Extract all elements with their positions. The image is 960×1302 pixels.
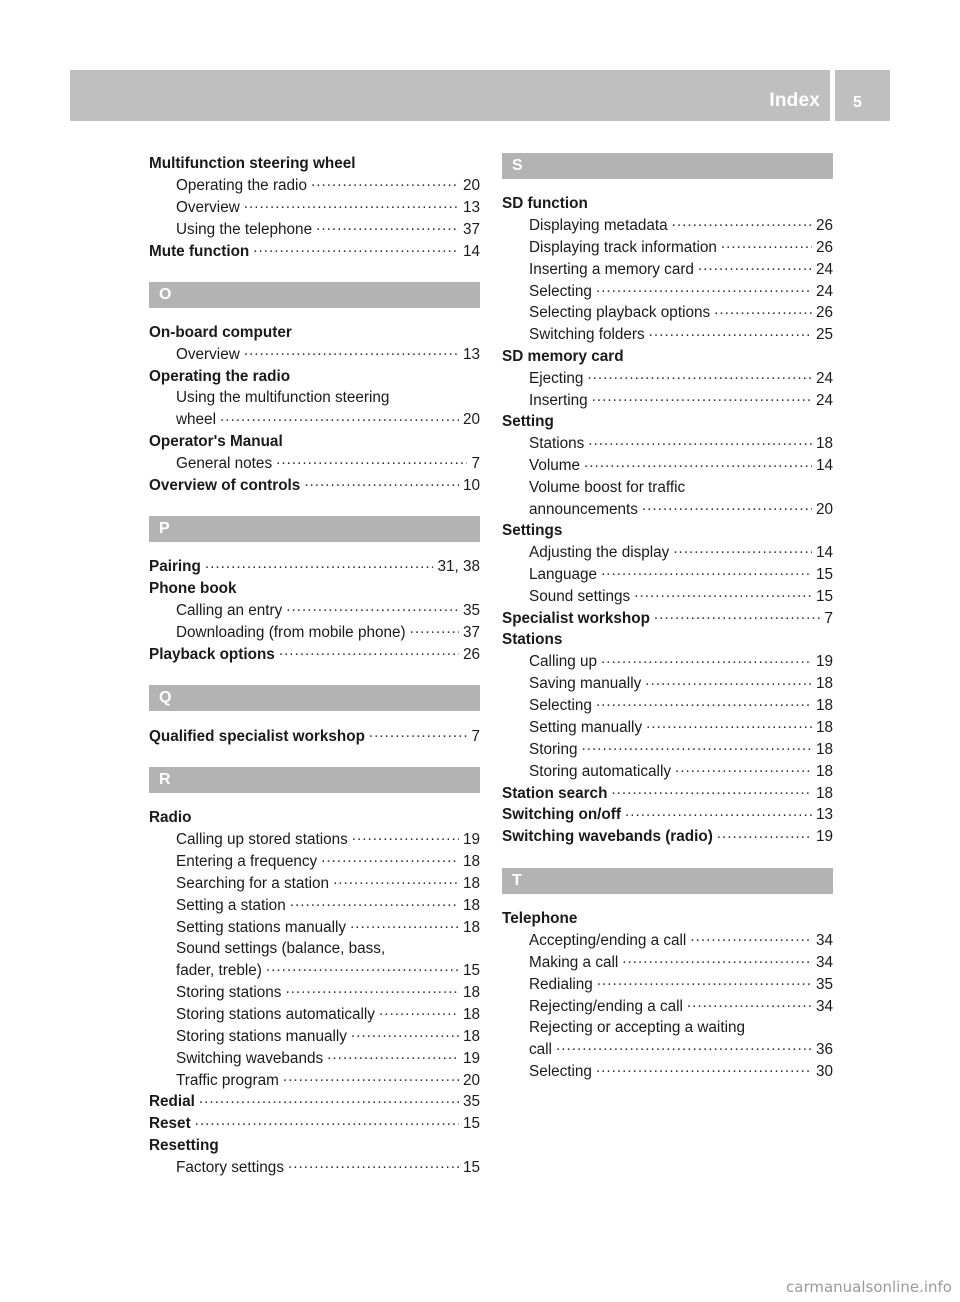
entry-page-number: 14 — [815, 457, 833, 475]
index-subentry — [502, 215, 833, 237]
index-subentry — [149, 387, 480, 409]
index-subentry — [149, 452, 480, 474]
dot-leader — [611, 782, 812, 797]
dot-leader — [714, 302, 812, 317]
dot-leader — [596, 280, 812, 295]
index-subentry — [149, 982, 480, 1004]
dot-leader — [316, 218, 459, 233]
entry-text: announcements — [529, 500, 638, 518]
entry-page-number: 18 — [815, 435, 833, 453]
entry-text: Radio — [149, 809, 192, 827]
index-subentry — [149, 938, 480, 960]
index-subentry — [502, 368, 833, 390]
entry-text: Selecting playback options — [529, 304, 711, 322]
index-subentry — [149, 196, 480, 218]
entry-page-number: 20 — [462, 1071, 480, 1089]
index-subentry — [502, 738, 833, 760]
index-subentry — [502, 455, 833, 477]
index-entry — [149, 366, 480, 388]
dot-leader — [311, 175, 459, 190]
letter-heading: R — [149, 767, 480, 793]
dot-leader — [645, 673, 812, 688]
entry-text: Station search — [502, 784, 608, 802]
dot-leader — [601, 651, 812, 666]
entry-text: Pairing — [149, 558, 201, 576]
index-entry — [149, 556, 480, 578]
page-title: Index — [769, 90, 820, 111]
entry-page-number: 18 — [815, 784, 833, 802]
index-subentry — [502, 302, 833, 324]
entry-page-number: 14 — [815, 544, 833, 562]
entry-text: Stations — [502, 631, 563, 649]
index-subentry — [502, 1017, 833, 1039]
index-subentry — [502, 995, 833, 1017]
index-subentry — [502, 760, 833, 782]
dot-leader — [622, 951, 812, 966]
dot-leader — [244, 196, 459, 211]
dot-leader — [634, 586, 812, 601]
entry-text: Rejecting/ending a call — [529, 997, 683, 1015]
entry-text: Rejecting or accepting a waiting — [529, 1019, 745, 1037]
index-subentry — [502, 1061, 833, 1083]
entry-page-number: 26 — [815, 216, 833, 234]
entry-page-number: 34 — [815, 931, 833, 949]
dot-leader — [625, 804, 812, 819]
index-subentry — [149, 960, 480, 982]
entry-text: Playback options — [149, 645, 275, 663]
entry-text: Calling an entry — [176, 601, 283, 619]
letter-heading: Q — [149, 685, 480, 711]
dot-leader — [205, 556, 434, 571]
entry-page-number: 18 — [462, 1027, 480, 1045]
dot-leader — [592, 389, 812, 404]
dot-leader — [253, 240, 459, 255]
index-subentry — [149, 1047, 480, 1069]
entry-text: Qualified specialist workshop — [149, 727, 365, 745]
letter-heading: S — [502, 153, 833, 179]
entry-page-number: 18 — [462, 918, 480, 936]
entry-text: Using the multifunction steering — [176, 389, 390, 407]
index-subentry — [502, 258, 833, 280]
entry-text: Overview of controls — [149, 476, 301, 494]
entry-text: call — [529, 1040, 552, 1058]
entry-text: Factory settings — [176, 1158, 284, 1176]
dot-leader — [351, 1025, 459, 1040]
dot-leader — [581, 738, 812, 753]
index-entry — [149, 474, 480, 496]
entry-text: Operating the radio — [149, 367, 291, 385]
entry-page-number: 37 — [462, 623, 480, 641]
entry-text: wheel — [176, 411, 216, 429]
index-entry — [149, 578, 480, 600]
index-subentry — [502, 498, 833, 520]
entry-page-number: 7 — [471, 454, 480, 472]
entry-page-number: 31, 38 — [437, 558, 480, 576]
index-entry — [502, 804, 833, 826]
entry-text: Displaying metadata — [529, 216, 668, 234]
index-subentry — [149, 218, 480, 240]
entry-page-number: 36 — [815, 1040, 833, 1058]
dot-leader — [721, 236, 812, 251]
index-subentry — [149, 1069, 480, 1091]
entry-page-number: 26 — [815, 238, 833, 256]
dot-leader — [199, 1091, 459, 1106]
entry-page-number: 19 — [815, 653, 833, 671]
entry-page-number: 15 — [815, 587, 833, 605]
dot-leader — [290, 894, 459, 909]
dot-leader — [584, 455, 812, 470]
dot-leader — [333, 873, 459, 888]
index-subentry — [149, 894, 480, 916]
entry-page-number: 19 — [462, 1049, 480, 1067]
index-entry — [149, 643, 480, 665]
entry-text: Using the telephone — [176, 220, 313, 238]
entry-page-number: 10 — [462, 476, 480, 494]
entry-text: SD memory card — [502, 347, 624, 365]
index-subentry — [149, 1025, 480, 1047]
page-number: 5 — [853, 94, 862, 111]
entry-page-number: 18 — [462, 896, 480, 914]
entry-page-number: 15 — [815, 565, 833, 583]
dot-leader — [288, 1157, 459, 1172]
entry-text: Sound settings — [529, 587, 631, 605]
entry-text: Switching wavebands — [176, 1049, 324, 1067]
entry-text: fader, treble) — [176, 962, 262, 980]
entry-text: Language — [529, 565, 598, 583]
entry-page-number: 13 — [462, 346, 480, 364]
entry-page-number: 20 — [462, 411, 480, 429]
entry-text: Operator's Manual — [149, 432, 283, 450]
index-entry — [149, 725, 480, 747]
index-column-left — [149, 153, 480, 1178]
dot-leader — [690, 930, 812, 945]
entry-page-number: 18 — [815, 740, 833, 758]
dot-leader — [687, 995, 812, 1010]
entry-text: Storing stations — [176, 983, 282, 1001]
entry-text: Ejecting — [529, 369, 584, 387]
dot-leader — [642, 498, 812, 513]
entry-text: Settings — [502, 522, 563, 540]
index-entry — [502, 629, 833, 651]
entry-text: Storing stations automatically — [176, 1005, 375, 1023]
dot-leader — [244, 344, 459, 359]
entry-text: Selecting — [529, 697, 592, 714]
dot-leader — [279, 643, 459, 658]
dot-leader — [283, 1069, 459, 1084]
entry-text: Operating the radio — [176, 176, 307, 194]
dot-leader — [717, 826, 812, 841]
index-subentry — [502, 542, 833, 564]
index-subentry — [502, 433, 833, 455]
entry-text: Setting stations manually — [176, 918, 347, 936]
entry-page-number: 18 — [815, 762, 833, 780]
entry-text: SD function — [502, 195, 588, 212]
index-entry — [502, 782, 833, 804]
index-entry — [149, 153, 480, 175]
index-entry — [502, 826, 833, 848]
dot-leader — [646, 717, 812, 732]
index-subentry — [149, 916, 480, 938]
dot-leader — [587, 368, 812, 383]
dot-leader — [266, 960, 459, 975]
dot-leader — [350, 916, 459, 931]
entry-page-number: 18 — [815, 718, 833, 736]
dot-leader — [327, 1047, 459, 1062]
index-entry — [149, 322, 480, 344]
entry-page-number: 25 — [815, 326, 833, 344]
dot-leader — [285, 982, 459, 997]
index-subentry — [502, 973, 833, 995]
entry-text: Volume — [529, 457, 581, 475]
index-entry — [149, 431, 480, 453]
dot-leader — [698, 258, 812, 273]
dot-leader — [556, 1039, 812, 1054]
index-subentry — [149, 829, 480, 851]
entry-text: Entering a frequency — [176, 852, 318, 870]
index-subentry — [149, 344, 480, 366]
entry-text: Searching for a station — [176, 874, 330, 892]
dot-leader — [220, 409, 459, 424]
index-subentry — [149, 851, 480, 873]
entry-text: Setting — [502, 413, 554, 431]
entry-text: Switching on/off — [502, 806, 621, 824]
header-bar — [70, 70, 830, 121]
entry-text: Overview — [176, 346, 240, 364]
index-subentry — [502, 477, 833, 499]
index-subentry — [149, 873, 480, 895]
entry-text: Calling up — [529, 653, 598, 671]
dot-leader — [654, 607, 821, 622]
entry-text: Making a call — [529, 953, 619, 971]
dot-leader — [673, 542, 812, 557]
index-subentry — [502, 586, 833, 608]
entry-text: Redial — [149, 1093, 195, 1111]
entry-page-number: 18 — [815, 697, 833, 714]
entry-text: Stations — [529, 435, 585, 453]
index-subentry — [149, 621, 480, 643]
entry-page-number: 15 — [462, 1115, 480, 1133]
watermark: carmanualsonline.info — [786, 1278, 952, 1296]
index-entry — [149, 1135, 480, 1157]
letter-heading: P — [149, 516, 480, 542]
entry-page-number: 18 — [462, 1005, 480, 1023]
index-subentry — [502, 389, 833, 411]
dot-leader — [597, 973, 812, 988]
dot-leader — [649, 324, 812, 339]
entry-text: Inserting a memory card — [529, 260, 694, 278]
entry-text: Selecting — [529, 1062, 592, 1080]
entry-page-number: 35 — [815, 975, 833, 993]
index-subentry — [502, 717, 833, 739]
entry-page-number: 13 — [462, 198, 480, 216]
entry-text: Volume boost for traffic — [529, 478, 686, 496]
entry-page-number: 30 — [815, 1062, 833, 1080]
index-entry — [149, 1091, 480, 1113]
index-entry — [502, 346, 833, 368]
entry-text: Storing stations manually — [176, 1027, 347, 1045]
entry-text: Overview — [176, 198, 240, 216]
entry-page-number: 15 — [462, 1158, 480, 1176]
entry-page-number: 7 — [824, 609, 833, 627]
entry-page-number: 34 — [815, 997, 833, 1015]
entry-text: On-board computer — [149, 324, 292, 342]
dot-leader — [286, 600, 459, 615]
entry-text: Switching wavebands (radio) — [502, 828, 713, 846]
entry-page-number: 34 — [815, 953, 833, 971]
entry-page-number: 19 — [815, 828, 833, 846]
index-subentry — [502, 564, 833, 586]
dot-leader — [379, 1004, 459, 1019]
index-subentry — [502, 280, 833, 302]
dot-leader — [672, 215, 812, 230]
entry-page-number: 20 — [462, 176, 480, 194]
entry-text: Displaying track information — [529, 238, 717, 256]
index-subentry — [502, 236, 833, 258]
dot-leader — [369, 725, 468, 740]
entry-text: Setting manually — [529, 718, 643, 736]
entry-page-number: 35 — [462, 1093, 480, 1111]
page-number-box — [835, 70, 890, 121]
index-subentry — [502, 673, 833, 695]
dot-leader — [601, 564, 812, 579]
dot-leader — [588, 433, 812, 448]
dot-leader — [304, 474, 459, 489]
entry-page-number: 18 — [462, 852, 480, 870]
entry-page-number: 18 — [462, 874, 480, 892]
entry-text: Resetting — [149, 1136, 219, 1154]
entry-text: Storing automatically — [529, 762, 671, 780]
entry-page-number: 24 — [815, 260, 833, 278]
dot-leader — [321, 851, 459, 866]
entry-text: Phone book — [149, 579, 237, 597]
entry-text: Mute function — [149, 242, 250, 260]
index-entry — [502, 908, 833, 930]
entry-page-number: 24 — [815, 391, 833, 409]
index-entry — [502, 607, 833, 629]
entry-page-number: 37 — [462, 220, 480, 238]
letter-heading: O — [149, 282, 480, 308]
entry-text: General notes — [176, 454, 273, 472]
dot-leader — [410, 621, 459, 636]
index-subentry — [502, 930, 833, 952]
entry-text: Inserting — [529, 391, 588, 409]
dot-leader — [352, 829, 459, 844]
dot-leader — [675, 760, 812, 775]
entry-page-number: 18 — [462, 983, 480, 1001]
entry-text: Sound settings (balance, bass, — [176, 940, 386, 958]
entry-text: Reset — [149, 1115, 191, 1133]
entry-page-number: 26 — [462, 645, 480, 663]
index-subentry — [502, 951, 833, 973]
index-entry — [149, 240, 480, 262]
entry-page-number: 35 — [462, 601, 480, 619]
entry-page-number: 18 — [815, 675, 833, 693]
index-subentry — [149, 600, 480, 622]
entry-text: Traffic program — [176, 1071, 279, 1089]
entry-page-number: 26 — [815, 304, 833, 322]
entry-text: Specialist workshop — [502, 609, 650, 627]
entry-text: Accepting/ending a call — [529, 931, 687, 949]
index-subentry — [502, 1039, 833, 1061]
dot-leader — [596, 1061, 812, 1076]
entry-page-number: 13 — [815, 806, 833, 824]
entry-text: Saving manually — [529, 675, 642, 693]
index-subentry — [502, 695, 833, 717]
entry-text: Adjusting the display — [529, 544, 670, 562]
index-subentry — [502, 651, 833, 673]
entry-text: Downloading (from mobile phone) — [176, 623, 406, 641]
entry-text: Redialing — [529, 975, 593, 993]
entry-page-number: 19 — [462, 831, 480, 849]
index-subentry — [149, 175, 480, 197]
index-subentry — [502, 324, 833, 346]
index-entry — [502, 411, 833, 433]
letter-heading: T — [502, 868, 833, 894]
entry-page-number: 24 — [815, 282, 833, 300]
entry-page-number: 7 — [471, 727, 480, 745]
index-entry — [149, 807, 480, 829]
entry-page-number: 14 — [462, 242, 480, 260]
index-subentry — [149, 1157, 480, 1179]
index-subentry — [149, 1004, 480, 1026]
entry-text: Calling up stored stations — [176, 831, 348, 849]
entry-text: Setting a station — [176, 896, 286, 914]
dot-leader — [195, 1113, 459, 1128]
entry-page-number: 20 — [815, 500, 833, 518]
entry-page-number: 24 — [815, 369, 833, 387]
entry-page-number: 15 — [462, 962, 480, 980]
index-entry — [502, 193, 833, 215]
entry-text: Selecting — [529, 282, 592, 300]
index-column-right — [502, 153, 833, 1082]
entry-text: Switching folders — [529, 326, 645, 344]
index-subentry — [149, 409, 480, 431]
entry-text: Storing — [529, 740, 578, 758]
dot-leader — [596, 695, 812, 710]
index-entry — [149, 1113, 480, 1135]
dot-leader — [276, 452, 467, 467]
entry-text: Telephone — [502, 909, 578, 927]
index-entry — [502, 520, 833, 542]
entry-text: Multifunction steering wheel — [149, 155, 356, 172]
